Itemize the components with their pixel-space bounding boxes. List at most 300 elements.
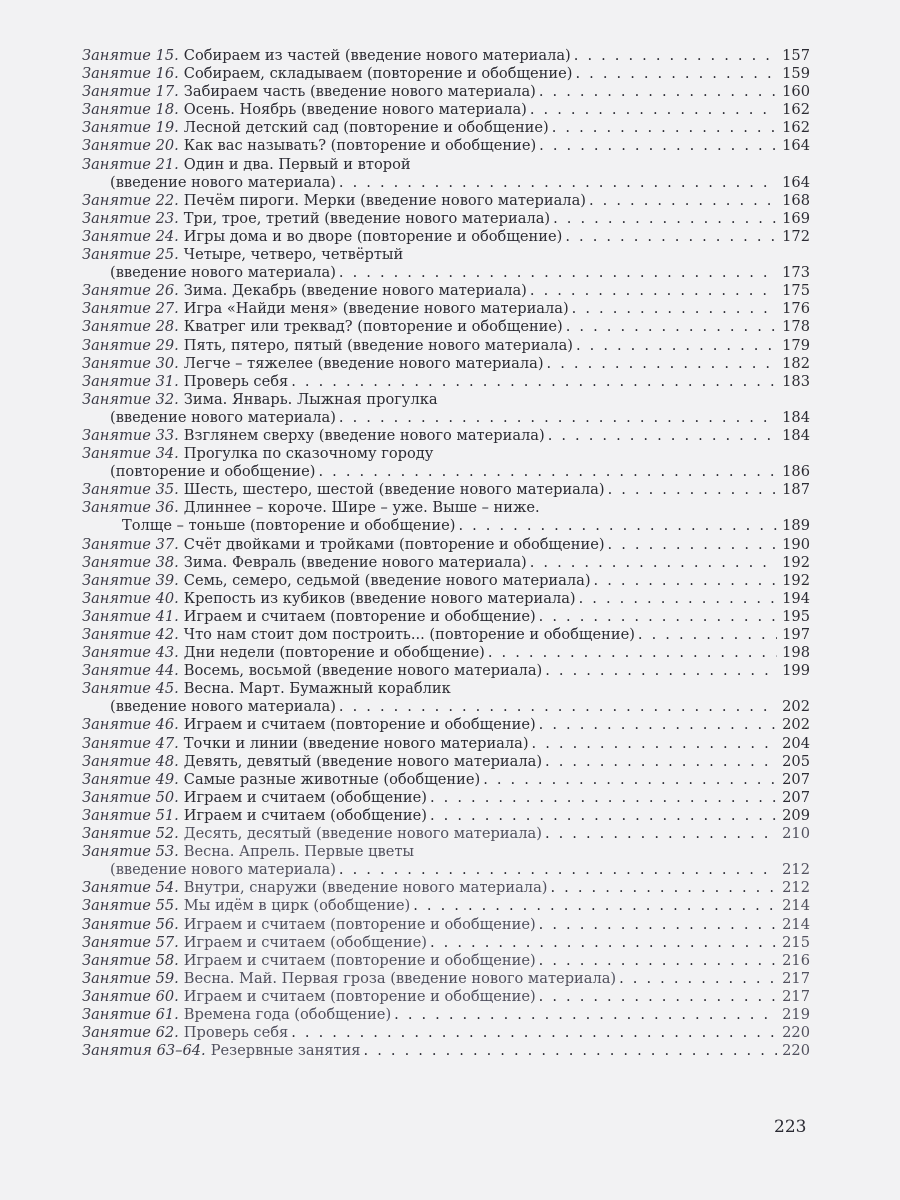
lesson-label: Занятие 21. bbox=[82, 155, 179, 173]
lesson-label: Занятие 28. bbox=[82, 318, 179, 336]
dot-leader bbox=[539, 608, 777, 626]
toc-entry-line bbox=[82, 192, 810, 210]
toc-entry-line bbox=[82, 355, 810, 373]
lesson-title: Лесной детский сад (повторение и обобщение) bbox=[183, 119, 549, 137]
lesson-label: Занятие 32. bbox=[82, 390, 179, 408]
dot-leader bbox=[394, 1006, 777, 1024]
lesson-page: 183 bbox=[782, 372, 810, 390]
toc-entry bbox=[82, 101, 810, 119]
lesson-title: Собираем, складываем (повторение и обобщение) bbox=[183, 65, 573, 83]
toc-entry bbox=[82, 337, 810, 355]
lesson-title-continued: Толще – тоньше (повторение и обобщение) bbox=[122, 517, 456, 535]
toc-entry bbox=[82, 228, 810, 246]
lesson-title: Кватрег или треквад? (повторение и обобщение) bbox=[183, 318, 563, 336]
toc-entry bbox=[82, 318, 810, 336]
lesson-title: Семь, семеро, седьмой (введение нового материала) bbox=[183, 571, 591, 589]
dot-leader bbox=[483, 771, 777, 789]
lesson-title: Осень. Ноябрь (введение нового материала) bbox=[183, 101, 527, 119]
dot-leader bbox=[553, 210, 777, 228]
dot-leader bbox=[545, 825, 777, 843]
toc-entry-line bbox=[82, 789, 810, 807]
toc-entry-line bbox=[82, 554, 810, 572]
toc-entry bbox=[82, 300, 810, 318]
lesson-title: Зима. Февраль (введение нового материала) bbox=[183, 553, 527, 571]
lesson-title: Зима. Январь. Лыжная прогулка bbox=[183, 390, 438, 408]
lesson-label: Занятие 36. bbox=[82, 499, 179, 517]
lesson-label: Занятие 26. bbox=[82, 282, 179, 300]
page-number: 223 bbox=[774, 1117, 807, 1137]
lesson-page: 194 bbox=[782, 589, 810, 607]
lesson-title: Самые разные животные (обобщение) bbox=[183, 770, 481, 788]
lesson-page: 202 bbox=[782, 716, 810, 734]
toc-entry bbox=[82, 662, 810, 680]
lesson-title-continued: (повторение и обобщение) bbox=[110, 463, 316, 481]
lesson-title: Весна. Март. Бумажный кораблик bbox=[183, 680, 451, 698]
lesson-label: Занятие 61. bbox=[82, 1005, 179, 1023]
lesson-title: Длиннее – короче. Шире – уже. Выше – ниже. bbox=[183, 499, 540, 517]
toc-entry-line bbox=[82, 536, 810, 554]
toc-entry-line bbox=[82, 988, 810, 1006]
lesson-label: Занятие 33. bbox=[82, 426, 179, 444]
lesson-label: Занятие 62. bbox=[82, 1024, 179, 1042]
dot-leader bbox=[539, 988, 777, 1006]
lesson-title: Проверь себя bbox=[183, 1024, 289, 1042]
dot-leader bbox=[319, 463, 778, 481]
toc-entry bbox=[82, 735, 810, 753]
lesson-title: Девять, девятый (введение нового материала) bbox=[183, 752, 543, 770]
lesson-title: Резервные занятия bbox=[210, 1042, 361, 1060]
dot-leader bbox=[530, 282, 777, 300]
lesson-page: 189 bbox=[782, 517, 810, 535]
lesson-title: Четыре, четверо, четвёртый bbox=[183, 246, 404, 264]
lesson-page: 190 bbox=[782, 535, 810, 553]
lesson-title: Печём пироги. Мерки (введение нового материала) bbox=[183, 191, 586, 209]
toc-entry bbox=[82, 47, 810, 65]
lesson-title: Играем и считаем (повторение и обобщение) bbox=[183, 951, 536, 969]
dot-leader bbox=[619, 970, 777, 988]
lesson-title: Весна. Апрель. Первые цветы bbox=[183, 843, 415, 861]
dot-leader bbox=[539, 916, 777, 934]
dot-leader bbox=[539, 137, 777, 155]
lesson-label: Занятие 57. bbox=[82, 933, 179, 951]
lesson-page: 195 bbox=[782, 607, 810, 625]
toc-entry-line bbox=[82, 807, 810, 825]
dot-leader bbox=[575, 65, 777, 83]
lesson-title: Счёт двойками и тройками (повторение и обобщение) bbox=[183, 535, 605, 553]
lesson-label: Занятие 18. bbox=[82, 101, 179, 119]
dot-leader bbox=[530, 554, 777, 572]
dot-leader bbox=[430, 789, 777, 807]
dot-leader bbox=[339, 264, 777, 282]
lesson-label: Занятие 20. bbox=[82, 137, 179, 155]
toc-entry-line bbox=[82, 825, 810, 843]
lesson-page: 198 bbox=[782, 644, 810, 662]
toc-entry-line bbox=[82, 517, 810, 535]
lesson-title: Мы идём в цирк (обобщение) bbox=[183, 897, 411, 915]
toc-entry-line bbox=[82, 210, 810, 228]
table-of-contents bbox=[82, 47, 810, 1060]
toc-entry bbox=[82, 843, 810, 879]
lesson-label: Занятия 63–64. bbox=[82, 1042, 206, 1060]
lesson-page: 160 bbox=[782, 83, 810, 101]
lesson-title: Собираем из частей (введение нового материала) bbox=[183, 47, 571, 64]
lesson-page: 184 bbox=[782, 426, 810, 444]
toc-entry bbox=[82, 970, 810, 988]
lesson-page: 172 bbox=[782, 227, 810, 245]
toc-entry bbox=[82, 952, 810, 970]
lesson-title-continued: (введение нового материала) bbox=[110, 173, 336, 191]
toc-entry-line bbox=[82, 391, 810, 409]
dot-leader bbox=[594, 572, 777, 590]
toc-entry bbox=[82, 771, 810, 789]
dot-leader bbox=[291, 373, 777, 391]
toc-entry-line bbox=[82, 264, 810, 282]
lesson-page: 217 bbox=[782, 969, 810, 987]
lesson-page: 207 bbox=[782, 770, 810, 788]
toc-entry bbox=[82, 282, 810, 300]
toc-entry bbox=[82, 916, 810, 934]
lesson-page: 207 bbox=[782, 788, 810, 806]
lesson-page: 162 bbox=[782, 119, 810, 137]
lesson-label: Занятие 27. bbox=[82, 300, 179, 318]
lesson-title: Проверь себя bbox=[183, 372, 289, 390]
lesson-label: Занятие 48. bbox=[82, 752, 179, 770]
toc-entry bbox=[82, 391, 810, 427]
toc-entry-line bbox=[82, 463, 810, 481]
lesson-title: Играем и считаем (обобщение) bbox=[183, 933, 427, 951]
lesson-title-continued: (введение нового материала) bbox=[110, 408, 336, 426]
lesson-page: 212 bbox=[782, 879, 810, 897]
lesson-page: 178 bbox=[782, 318, 810, 336]
lesson-title: Времена года (обобщение) bbox=[183, 1005, 392, 1023]
toc-entry-line bbox=[82, 735, 810, 753]
lesson-page: 162 bbox=[782, 101, 810, 119]
toc-entry bbox=[82, 934, 810, 952]
lesson-page: 184 bbox=[782, 408, 810, 426]
toc-entry bbox=[82, 590, 810, 608]
lesson-label: Занятие 52. bbox=[82, 825, 179, 843]
dot-leader bbox=[574, 47, 777, 65]
lesson-label: Занятие 15. bbox=[82, 47, 179, 64]
dot-leader bbox=[530, 101, 777, 119]
lesson-page: 205 bbox=[782, 752, 810, 770]
dot-leader bbox=[413, 897, 777, 915]
lesson-page: 216 bbox=[782, 951, 810, 969]
lesson-label: Занятие 53. bbox=[82, 843, 179, 861]
toc-entry bbox=[82, 789, 810, 807]
toc-entry-line bbox=[82, 1006, 810, 1024]
dot-leader bbox=[547, 355, 777, 373]
toc-entry bbox=[82, 807, 810, 825]
lesson-title: Забираем часть (введение нового материала) bbox=[183, 83, 536, 101]
toc-entry bbox=[82, 716, 810, 734]
lesson-label: Занятие 22. bbox=[82, 191, 179, 209]
lesson-page: 187 bbox=[782, 481, 810, 499]
lesson-label: Занятие 25. bbox=[82, 246, 179, 264]
lesson-page: 192 bbox=[782, 553, 810, 571]
lesson-title: Зима. Декабрь (введение нового материала) bbox=[183, 282, 527, 300]
lesson-title: Внутри, снаружи (введение нового материала) bbox=[183, 879, 548, 897]
toc-entry bbox=[82, 445, 810, 481]
lesson-title-continued: (введение нового материала) bbox=[110, 698, 336, 716]
dot-leader bbox=[364, 1042, 777, 1060]
toc-entry-line bbox=[82, 879, 810, 897]
lesson-label: Занятие 17. bbox=[82, 83, 179, 101]
toc-entry-line bbox=[82, 445, 810, 463]
dot-leader bbox=[565, 228, 777, 246]
lesson-label: Занятие 31. bbox=[82, 372, 179, 390]
lesson-title: Как вас называть? (повторение и обобщение) bbox=[183, 137, 537, 155]
lesson-title: Играем и считаем (обобщение) bbox=[183, 806, 427, 824]
lesson-label: Занятие 24. bbox=[82, 227, 179, 245]
toc-entry-line bbox=[82, 318, 810, 336]
lesson-label: Занятие 46. bbox=[82, 716, 179, 734]
toc-entry-line bbox=[82, 952, 810, 970]
lesson-label: Занятие 37. bbox=[82, 535, 179, 553]
toc-entry bbox=[82, 499, 810, 535]
lesson-label: Занятие 23. bbox=[82, 209, 179, 227]
dot-leader bbox=[552, 119, 777, 137]
toc-entry bbox=[82, 137, 810, 155]
toc-entry bbox=[82, 988, 810, 1006]
toc-entry bbox=[82, 879, 810, 897]
dot-leader bbox=[430, 934, 777, 952]
toc-entry bbox=[82, 355, 810, 373]
toc-entry-line bbox=[82, 934, 810, 952]
toc-entry bbox=[82, 427, 810, 445]
lesson-title: Пять, пятеро, пятый (введение нового материала) bbox=[183, 336, 573, 354]
lesson-title: Игры дома и во дворе (повторение и обобщение) bbox=[183, 227, 563, 245]
lesson-title: Восемь, восьмой (введение нового материала) bbox=[183, 662, 543, 680]
lesson-page: 182 bbox=[782, 354, 810, 372]
lesson-label: Занятие 38. bbox=[82, 553, 179, 571]
lesson-page: 219 bbox=[782, 1005, 810, 1023]
lesson-page: 209 bbox=[782, 806, 810, 824]
toc-entry-line bbox=[82, 698, 810, 716]
dot-leader bbox=[545, 753, 777, 771]
toc-entry-line bbox=[82, 119, 810, 137]
toc-entry bbox=[82, 536, 810, 554]
lesson-page: 169 bbox=[782, 209, 810, 227]
lesson-label: Занятие 29. bbox=[82, 336, 179, 354]
toc-entry-line bbox=[82, 1042, 810, 1060]
toc-entry-line bbox=[82, 156, 810, 174]
lesson-title: Шесть, шестеро, шестой (введение нового материала) bbox=[183, 481, 605, 499]
dot-leader bbox=[638, 626, 777, 644]
toc-entry-line bbox=[82, 897, 810, 915]
toc-entry-line bbox=[82, 572, 810, 590]
lesson-page: 204 bbox=[782, 734, 810, 752]
lesson-title: Один и два. Первый и второй bbox=[183, 155, 411, 173]
lesson-label: Занятие 39. bbox=[82, 571, 179, 589]
toc-entry bbox=[82, 644, 810, 662]
lesson-label: Занятие 16. bbox=[82, 65, 179, 83]
dot-leader bbox=[339, 861, 777, 879]
dot-leader bbox=[608, 481, 777, 499]
toc-entry-line bbox=[82, 626, 810, 644]
toc-entry-line bbox=[82, 481, 810, 499]
lesson-label: Занятие 55. bbox=[82, 897, 179, 915]
toc-entry bbox=[82, 572, 810, 590]
lesson-label: Занятие 34. bbox=[82, 445, 179, 463]
lesson-page: 199 bbox=[782, 662, 810, 680]
dot-leader bbox=[532, 735, 777, 753]
dot-leader bbox=[539, 716, 777, 734]
lesson-page: 220 bbox=[782, 1024, 810, 1042]
dot-leader bbox=[566, 318, 777, 336]
dot-leader bbox=[576, 337, 777, 355]
toc-entry-line bbox=[82, 680, 810, 698]
toc-entry-line bbox=[82, 337, 810, 355]
toc-entry-line bbox=[82, 47, 810, 65]
lesson-label: Занятие 30. bbox=[82, 354, 179, 372]
lesson-page: 176 bbox=[782, 300, 810, 318]
lesson-title: Точки и линии (введение нового материала) bbox=[183, 734, 529, 752]
toc-entry bbox=[82, 65, 810, 83]
toc-entry bbox=[82, 373, 810, 391]
lesson-page: 164 bbox=[782, 173, 810, 191]
dot-leader bbox=[339, 174, 777, 192]
lesson-label: Занятие 60. bbox=[82, 987, 179, 1005]
lesson-page: 173 bbox=[782, 264, 810, 282]
lesson-page: 202 bbox=[782, 698, 810, 716]
toc-entry bbox=[82, 156, 810, 192]
dot-leader bbox=[488, 644, 777, 662]
dot-leader bbox=[339, 698, 777, 716]
lesson-label: Занятие 43. bbox=[82, 644, 179, 662]
toc-entry-line bbox=[82, 970, 810, 988]
toc-entry bbox=[82, 1024, 810, 1042]
lesson-page: 192 bbox=[782, 571, 810, 589]
dot-leader bbox=[458, 517, 777, 535]
lesson-label: Занятие 54. bbox=[82, 879, 179, 897]
lesson-title: Играем и считаем (повторение и обобщение) bbox=[183, 607, 536, 625]
lesson-label: Занятие 49. bbox=[82, 770, 179, 788]
toc-entry-line bbox=[82, 608, 810, 626]
dot-leader bbox=[608, 536, 777, 554]
toc-entry-line bbox=[82, 246, 810, 264]
toc-entry bbox=[82, 210, 810, 228]
toc-entry-line bbox=[82, 590, 810, 608]
lesson-title: Играем и считаем (повторение и обобщение) bbox=[183, 716, 536, 734]
dot-leader bbox=[539, 83, 777, 101]
toc-entry bbox=[82, 246, 810, 282]
toc-entry bbox=[82, 680, 810, 716]
dot-leader bbox=[550, 879, 777, 897]
toc-entry bbox=[82, 753, 810, 771]
dot-leader bbox=[579, 590, 777, 608]
lesson-page: 217 bbox=[782, 987, 810, 1005]
toc-entry bbox=[82, 554, 810, 572]
lesson-title: Что нам стоит дом построить... (повторение и обобщение) bbox=[183, 626, 635, 643]
lesson-label: Занятие 58. bbox=[82, 951, 179, 969]
toc-entry-line bbox=[82, 427, 810, 445]
toc-entry bbox=[82, 1042, 810, 1060]
toc-entry-line bbox=[82, 861, 810, 879]
lesson-page: 157 bbox=[782, 47, 810, 64]
lesson-label: Занятие 41. bbox=[82, 607, 179, 625]
lesson-page: 197 bbox=[782, 626, 810, 643]
dot-leader bbox=[291, 1024, 777, 1042]
toc-entry-line bbox=[82, 228, 810, 246]
lesson-title: Играем и считаем (обобщение) bbox=[183, 788, 427, 806]
lesson-title: Легче – тяжелее (введение нового материала) bbox=[183, 354, 544, 372]
toc-entry-line bbox=[82, 137, 810, 155]
toc-entry-line bbox=[82, 499, 810, 517]
lesson-page: 168 bbox=[782, 191, 810, 209]
toc-entry-line bbox=[82, 644, 810, 662]
lesson-page: 214 bbox=[782, 915, 810, 933]
toc-entry bbox=[82, 897, 810, 915]
dot-leader bbox=[539, 952, 777, 970]
lesson-label: Занятие 19. bbox=[82, 119, 179, 137]
lesson-title: Десять, десятый (введение нового материала) bbox=[183, 825, 542, 843]
lesson-page: 212 bbox=[782, 861, 810, 879]
toc-entry bbox=[82, 825, 810, 843]
lesson-page: 210 bbox=[782, 825, 810, 843]
toc-entry-line bbox=[82, 716, 810, 734]
dot-leader bbox=[589, 192, 777, 210]
toc-entry-line bbox=[82, 101, 810, 119]
toc-entry-line bbox=[82, 753, 810, 771]
lesson-label: Занятие 47. bbox=[82, 734, 179, 752]
dot-leader bbox=[339, 409, 777, 427]
lesson-label: Занятие 45. bbox=[82, 680, 179, 698]
lesson-label: Занятие 44. bbox=[82, 662, 179, 680]
lesson-title: Взглянем сверху (введение нового материала) bbox=[183, 426, 545, 444]
lesson-title: Играем и считаем (повторение и обобщение) bbox=[183, 915, 536, 933]
toc-entry-line bbox=[82, 771, 810, 789]
lesson-page: 220 bbox=[782, 1042, 810, 1060]
toc-entry-line bbox=[82, 282, 810, 300]
lesson-page: 175 bbox=[782, 282, 810, 300]
lesson-label: Занятие 56. bbox=[82, 915, 179, 933]
lesson-page: 179 bbox=[782, 336, 810, 354]
toc-entry-line bbox=[82, 300, 810, 318]
toc-entry-line bbox=[82, 174, 810, 192]
lesson-title-continued: (введение нового материала) bbox=[110, 861, 336, 879]
lesson-label: Занятие 42. bbox=[82, 626, 179, 643]
lesson-page: 214 bbox=[782, 897, 810, 915]
toc-entry-line bbox=[82, 373, 810, 391]
lesson-page: 215 bbox=[782, 933, 810, 951]
lesson-title: Три, трое, третий (введение нового материала) bbox=[183, 209, 551, 227]
lesson-title-continued: (введение нового материала) bbox=[110, 264, 336, 282]
lesson-page: 164 bbox=[782, 137, 810, 155]
lesson-label: Занятие 35. bbox=[82, 481, 179, 499]
toc-entry bbox=[82, 1006, 810, 1024]
lesson-title: Дни недели (повторение и обобщение) bbox=[183, 644, 485, 662]
dot-leader bbox=[430, 807, 777, 825]
toc-entry-line bbox=[82, 65, 810, 83]
lesson-page: 159 bbox=[782, 65, 810, 83]
lesson-label: Занятие 40. bbox=[82, 589, 179, 607]
toc-entry-line bbox=[82, 1024, 810, 1042]
toc-entry bbox=[82, 481, 810, 499]
lesson-title: Играем и считаем (повторение и обобщение) bbox=[183, 987, 536, 1005]
dot-leader bbox=[545, 662, 777, 680]
lesson-title: Прогулка по сказочному городу bbox=[183, 445, 434, 463]
toc-entry bbox=[82, 83, 810, 101]
lesson-label: Занятие 59. bbox=[82, 969, 179, 987]
dot-leader bbox=[548, 427, 777, 445]
lesson-title: Крепость из кубиков (введение нового материала) bbox=[183, 589, 576, 607]
toc-entry-line bbox=[82, 916, 810, 934]
lesson-page: 186 bbox=[782, 463, 810, 481]
toc-entry-line bbox=[82, 83, 810, 101]
lesson-label: Занятие 51. bbox=[82, 806, 179, 824]
toc-entry bbox=[82, 119, 810, 137]
